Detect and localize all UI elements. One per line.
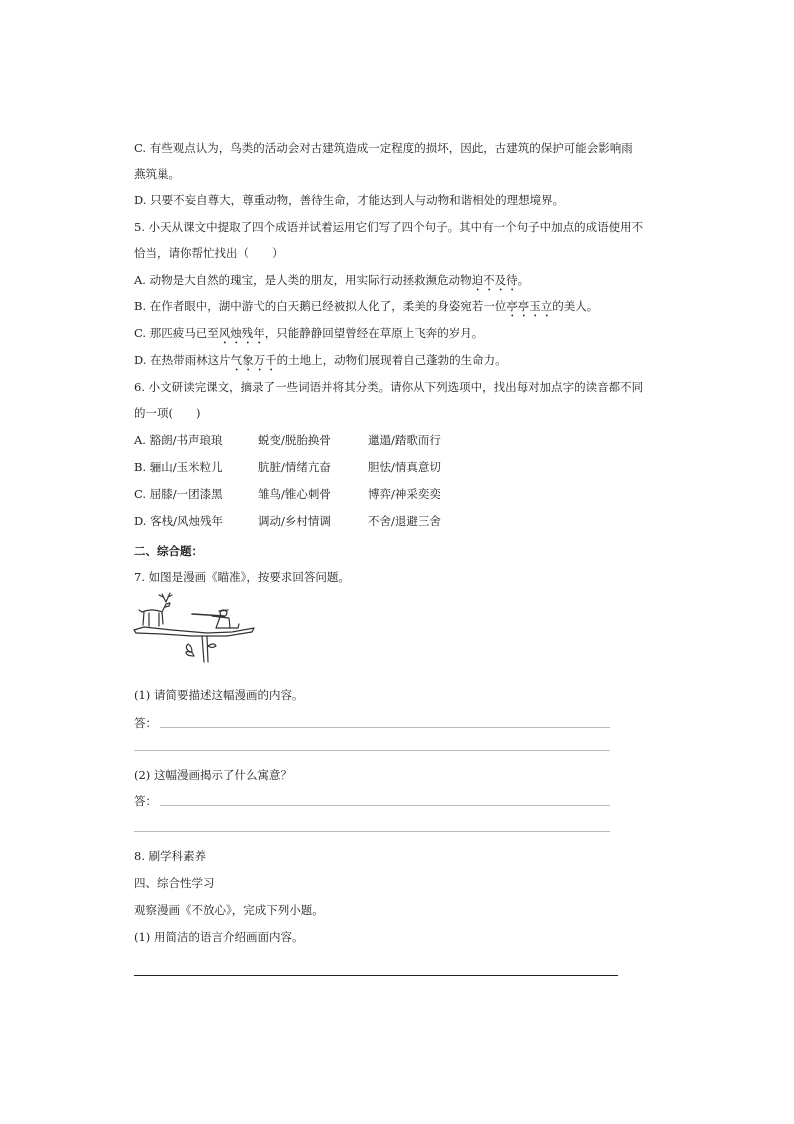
- q7-2-answer-label: 答：: [134, 794, 157, 808]
- q6-c-col3: 博弈/神采奕奕: [368, 487, 441, 501]
- q5-c-post: ，只能静静回望曾经在草原上飞奔的岁月。: [264, 326, 484, 340]
- q6-stem-line1: 6. 小文研读完课文，摘录了一些词语并将其分类。请你从下列选项中，找出每对加点字的读音都不同: [134, 380, 644, 394]
- q5-b-dotted-idiom: 亭亭玉立: [506, 299, 553, 313]
- q5-a-dotted-idiom: 迫不及待: [471, 273, 518, 287]
- q6-d-col3: 不舍/退避三舍: [368, 514, 441, 528]
- q5-stem-line2: 恰当，请你帮忙找出（ ）: [134, 246, 284, 260]
- q7-2-answer-line[interactable]: [160, 805, 610, 806]
- q8-intro: 观察漫画《不放心》，完成下列小题。: [134, 903, 324, 917]
- q5-option-b: [134, 298, 598, 320]
- q4-option-d: D. 只要不妄自尊大，尊重动物，善待生命，才能达到人与动物和谐相处的理想境界。: [134, 193, 565, 207]
- q8-1-answer-line[interactable]: [134, 975, 618, 976]
- q6-c-col2: 雏鸟/锥心刺骨: [258, 487, 331, 501]
- q6-b-col3: 胆怯/情真意切: [368, 460, 441, 474]
- q6-b-col1: B. 骊山/玉米粒儿: [134, 460, 223, 474]
- q5-b-post: 的美人。: [552, 299, 599, 313]
- q6-stem-line2: 的一项( ): [134, 406, 201, 420]
- q6-c-col1: C. 屈膝/一团漆黑: [134, 487, 223, 501]
- q7-subquestion-2: (2) 这幅漫画揭示了什么寓意？: [134, 768, 292, 782]
- q8-subquestion-1: (1) 用简洁的语言介绍画面内容。: [134, 930, 304, 944]
- q5-c-pre: C. 那匹疲马已至: [134, 326, 219, 340]
- q7-1-answer-label: 答：: [134, 716, 157, 730]
- q6-d-col2: 调动/乡村情调: [258, 514, 331, 528]
- q8-section: 四、综合性学习: [134, 876, 215, 890]
- q7-1-answer-line-2[interactable]: [134, 750, 610, 751]
- q7-1-answer-line[interactable]: [160, 727, 610, 728]
- q5-option-a: [134, 272, 529, 294]
- q6-a-col1: A. 豁朗/书声琅琅: [134, 433, 223, 447]
- q5-c-dotted-idiom: 风烛残年: [218, 326, 265, 340]
- section-heading: 二、综合题：: [134, 544, 203, 558]
- q5-option-c: [134, 325, 483, 347]
- q5-a-pre: A. 动物是大自然的瑰宝，是人类的朋友，用实际行动拯救濒危动物: [134, 273, 472, 287]
- q7-subquestion-1: (1) 请简要描述这幅漫画的内容。: [134, 688, 304, 702]
- q6-a-col3: 邋遢/踏歌而行: [368, 433, 441, 447]
- hunter-aiming-at-deer-illustration: [132, 590, 260, 668]
- q6-b-col2: 肮脏/情绪亢奋: [258, 460, 331, 474]
- q5-option-d: [134, 352, 507, 374]
- q5-d-post: 的土地上，动物们展现着自己蓬勃的生命力。: [276, 353, 507, 367]
- q5-a-post: 。: [517, 273, 530, 287]
- q6-d-col1: D. 客栈/风烛残年: [134, 514, 223, 528]
- q5-stem-line1: 5. 小天从课文中提取了四个成语并试着运用它们写了四个句子。其中有一个句子中加点的成语使用不: [134, 220, 644, 234]
- q4-option-c-line2: 燕筑巢。: [134, 167, 180, 181]
- q5-d-dotted-idiom: 气象万千: [230, 353, 277, 367]
- q5-d-pre: D. 在热带雨林这片: [134, 353, 231, 367]
- q5-b-pre: B. 在作者眼中，湖中游弋的白天鹅已经被拟人化了，柔美的身姿宛若一位: [134, 299, 507, 313]
- q4-option-c-line1: C. 有些观点认为，鸟类的活动会对古建筑造成一定程度的损坏，因此，古建筑的保护可能会影响雨: [134, 141, 633, 155]
- q8-title: 8. 刷学科素养: [134, 849, 207, 863]
- q6-a-col2: 蜕变/脱胎换骨: [258, 433, 331, 447]
- q7-stem: 7. 如图是漫画《瞄准》，按要求回答问题。: [134, 570, 350, 584]
- q7-2-answer-line-2[interactable]: [134, 831, 610, 832]
